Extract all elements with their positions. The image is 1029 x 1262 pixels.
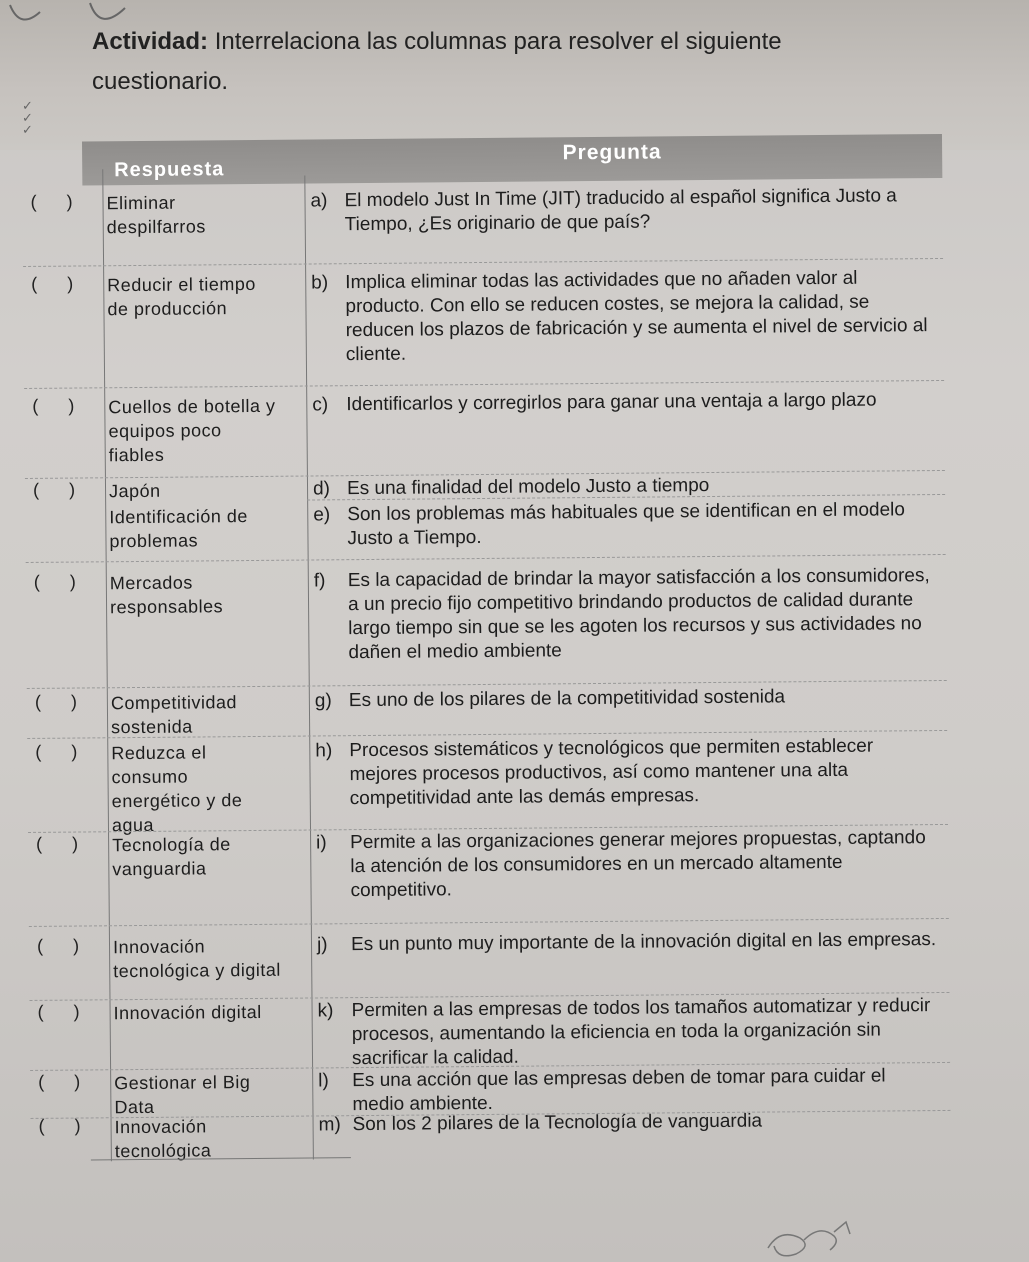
respuesta-cell: Identificación de problemas — [109, 506, 248, 552]
question-letter: l) — [318, 1070, 329, 1092]
respuesta-cell: Reduzca el consumo energético y de agua — [111, 742, 243, 836]
table-row — [26, 564, 946, 664]
pregunta-cell: Es la capacidad de brindar la mayor satisfacción a los consumidores, a un precio fijo competitivo brindando productos de calidad durante largo tiempo sin que se les agoten los recursos y sus actividades no dañen el medio ambiente — [347, 565, 930, 664]
answer-blank[interactable]: ( ) — [34, 691, 77, 712]
table-row — [22, 184, 942, 238]
table-row — [23, 266, 943, 366]
pregunta-cell: Permite a las organizaciones generar mejores propuestas, captando la atención de los consumidores en un mercado altamente competitivo. — [350, 827, 926, 902]
pregunta-cell: Es una acción que las empresas deben de tomar para cuidar el medio ambiente. — [352, 1065, 886, 1116]
pregunta-cell: Es una finalidad del modelo Justo a tiempo — [346, 475, 710, 500]
answer-blank[interactable]: ( ) — [38, 1115, 81, 1136]
matching-table — [22, 134, 951, 1162]
table-row — [24, 388, 944, 466]
respuesta-cell: Mercados responsables — [109, 572, 224, 618]
row-divider — [24, 380, 944, 389]
activity-label: Actividad: — [92, 28, 209, 55]
pregunta-cell: Son los 2 pilares de la Tecnología de vanguardia — [352, 1110, 763, 1136]
question-letter: h) — [315, 740, 333, 762]
handwritten-signature-scribble — [760, 1216, 870, 1262]
respuesta-cell: Cuellos de botella y equipos poco fiables — [108, 395, 276, 466]
activity-instructions — [92, 22, 852, 102]
pregunta-cell: Permiten a las empresas de todos los tamaños automatizar y reducir procesos, aumentando la eficiencia en toda la organización sin sacrificar la calidad. — [351, 995, 931, 1070]
answer-blank[interactable]: ( ) — [38, 1071, 81, 1092]
pregunta-cell: Implica eliminar todas las actividades que no añaden valor al producto. Con ello se reducen costes, se mejora la calidad, se reducen los plazos de fabricación y se aumenta el nivel de servicio al cliente. — [345, 267, 928, 366]
pregunta-cell: Procesos sistemáticos y tecnológicos que permiten establecer mejores procesos productivos, así como mantener una alta competitividad ante las demás empresas. — [349, 735, 874, 810]
header-respuesta: Respuesta — [114, 158, 225, 182]
question-letter: f) — [313, 570, 326, 592]
respuesta-cell: Japón — [108, 480, 161, 502]
respuesta-cell: Innovación tecnológica — [114, 1116, 212, 1162]
question-letter: e) — [313, 504, 331, 526]
answer-blank[interactable]: ( ) — [32, 479, 76, 500]
table-row — [27, 684, 947, 738]
respuesta-cell: Competitividad sostenida — [110, 692, 238, 738]
respuesta-cell: Innovación tecnológica y digital — [112, 936, 281, 982]
answer-blank[interactable]: ( ) — [32, 395, 75, 416]
answer-blank[interactable] — [33, 505, 113, 506]
activity-text: Interrelaciona las columnas para resolver el siguiente cuestionario. — [92, 28, 782, 95]
question-letter: b) — [311, 272, 329, 294]
answer-blank[interactable]: ( ) — [33, 571, 76, 592]
respuesta-cell: Tecnología de vanguardia — [112, 834, 231, 880]
answer-blank[interactable]: ( ) — [36, 935, 80, 956]
row-divider — [23, 258, 943, 267]
pregunta-cell: El modelo Just In Time (JIT) traducido al español significa Justo a Tiempo, ¿Es originario de que país? — [344, 185, 897, 236]
answer-blank[interactable]: ( ) — [37, 1001, 80, 1022]
question-letter: g) — [314, 690, 332, 712]
question-letter: c) — [312, 394, 329, 416]
check-marks: ✓ ✓ ✓ — [22, 98, 33, 137]
column-divider-middle — [304, 176, 314, 1160]
respuesta-cell: Reducir el tiempo de producción — [107, 273, 256, 320]
row-divider — [29, 918, 949, 927]
respuesta-cell: Eliminar despilfarros — [106, 192, 206, 238]
pregunta-cell: Identificarlos y corregirlos para ganar una ventaja a largo plazo — [346, 389, 877, 416]
respuesta-cell: Innovación digital — [113, 1001, 262, 1024]
pregunta-cell: Es un punto muy importante de la innovación digital en las empresas. — [350, 929, 937, 956]
pregunta-cell: Es uno de los pilares de la competitividad sostenida — [348, 686, 786, 712]
question-letter: m) — [318, 1114, 341, 1136]
answer-blank[interactable]: ( ) — [30, 191, 73, 212]
answer-blank[interactable]: ( ) — [31, 273, 74, 294]
question-letter: a) — [310, 190, 328, 212]
question-letter: k) — [317, 1000, 334, 1022]
respuesta-cell: Gestionar el Big Data — [114, 1072, 251, 1118]
question-letter: d) — [312, 478, 331, 500]
header-pregunta: Pregunta — [562, 140, 662, 165]
pregunta-cell: Son los problemas más habituales que se identifican en el modelo Justo a Tiempo. — [347, 499, 906, 550]
table-row — [29, 928, 949, 982]
row-divider — [26, 554, 946, 563]
question-letter: i) — [316, 832, 327, 854]
question-letter: j) — [316, 934, 328, 956]
answer-blank[interactable]: ( ) — [35, 741, 78, 762]
answer-blank[interactable]: ( ) — [36, 833, 79, 854]
